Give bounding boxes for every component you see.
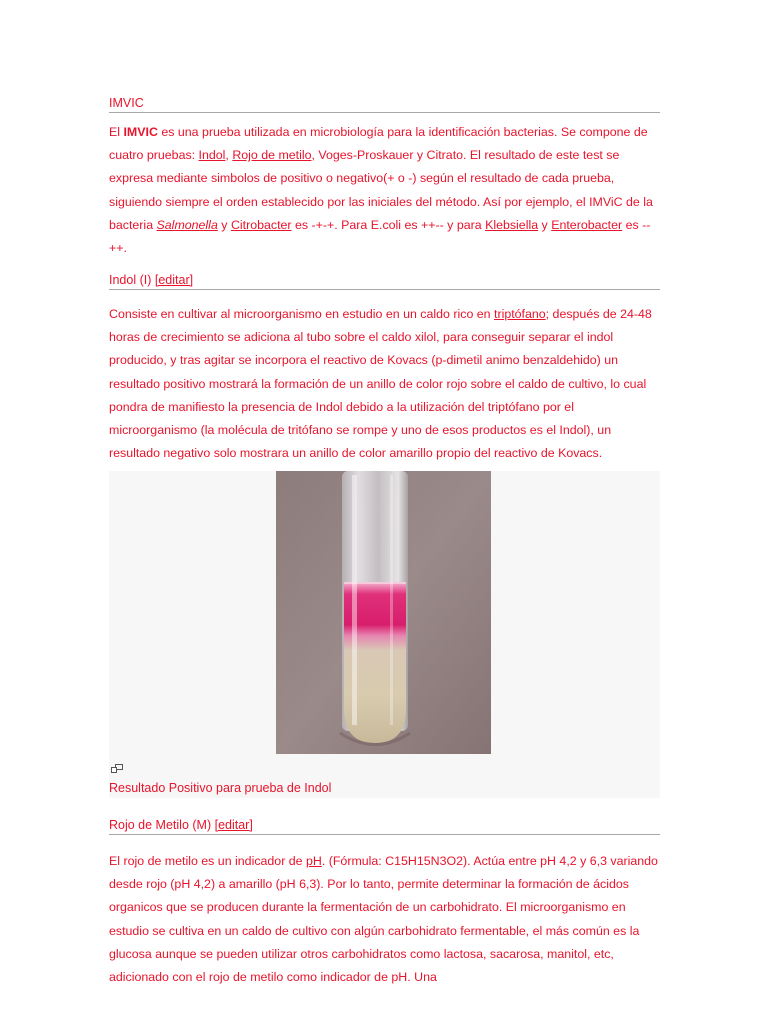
text-run: ; después de 24-48 horas de crecimiento se adiciona al tubo sobre el caldo xilol, para conseguir separar el indol producido, y tras agitar se incorpora el reactivo de Kovacs (p-dimetil animo benzaldehido) un resultado positivo mostrará la formación de un anillo de color rojo sobre el caldo de cultivo, lo cual pondra de manifiesto la presencia de Indol debido a la utilización del triptófano por el microorganismo (la molécula de tritófano se rompe y uno de esos productos es el Indol), un resultado negativo solo mostrara un anillo de color amarillo propio del reactivo de Kovacs. [109,307,652,461]
edit-link-rojo[interactable]: [editar] [214,818,253,832]
link-klebsiella[interactable]: Klebsiella [485,217,539,232]
link-indol[interactable]: Indol [198,148,226,163]
text-run: es -+-+. Para E.coli es ++-- y para [291,217,486,232]
text-run: El rojo de metilo es un indicador de [109,854,306,868]
heading-indol-text: Indol (I) [109,273,155,287]
test-tube-photo[interactable] [276,471,491,754]
figure-indol [109,471,660,798]
text-run: El [109,125,124,139]
heading-indol [109,272,660,290]
link-citrobacter[interactable]: Citrobacter [230,217,292,232]
text-run: . (Fórmula: C15H15N3O2). Actúa entre pH 4,2 y 6,3 variando desde rojo (pH 4,2) a amarillo (pH 6,3). Por lo tanto, permite determinar la formación de ácidos organicos que se producen durante la fermentación de un carbohidrato. El microorganismo en estudio se cultiva en un caldo de cultivo con algún carbohidrato fermentable, el más común es la glucosa aunque se pueden utilizar otros carbohidratos como lactosa, sacarosa, manitol, etc, adicionado con el rojo de metilo como indicador de pH. Una [109,854,658,985]
link-rojo-de-metilo[interactable]: Rojo de metilo [232,148,312,163]
bold-term-imvic: IMVIC [123,125,158,139]
text-run: y [217,217,231,232]
text-run: es una prueba utilizada en microbiología para la identificación bacterias. Se compone de cuatro pruebas: [109,125,648,163]
text-run: es --++. [109,217,651,256]
heading-imvic [109,95,660,113]
heading-rojo-de-metilo [109,817,660,835]
test-tube-image [276,471,491,754]
heading-imvic-text: IMVIC [109,96,144,110]
heading-rojo-text: Rojo de Metilo (M) [109,818,215,832]
figure-caption: Resultado Positivo para prueba de Indol [109,781,332,795]
paragraph-indol [109,303,661,465]
magnify-icon[interactable] [111,764,123,773]
paragraph-rojo-de-metilo [109,850,661,989]
text-run: , Voges-Proskauer y Citrato. El resultado de este test se expresa mediante simbolos de positivo o negativo(+ o -) según el resultado de cada prueba, siguiendo siempre el orden establecido por las iniciales del método. Así por ejemplo, el IMViC de la bacteria [109,148,653,232]
text-run: y [538,217,552,232]
paragraph-imvic [109,121,661,260]
link-triptofano[interactable]: triptófano [494,307,546,321]
link-ph[interactable]: pH [306,854,322,868]
edit-link-indol[interactable]: [editar] [154,273,194,287]
text-run: Consiste en cultivar al microorganismo en estudio en un caldo rico en [109,307,494,321]
link-enterobacter[interactable]: Enterobacter [551,217,623,232]
text-run: , [225,148,233,163]
link-salmonella[interactable]: Salmonella [156,217,218,232]
